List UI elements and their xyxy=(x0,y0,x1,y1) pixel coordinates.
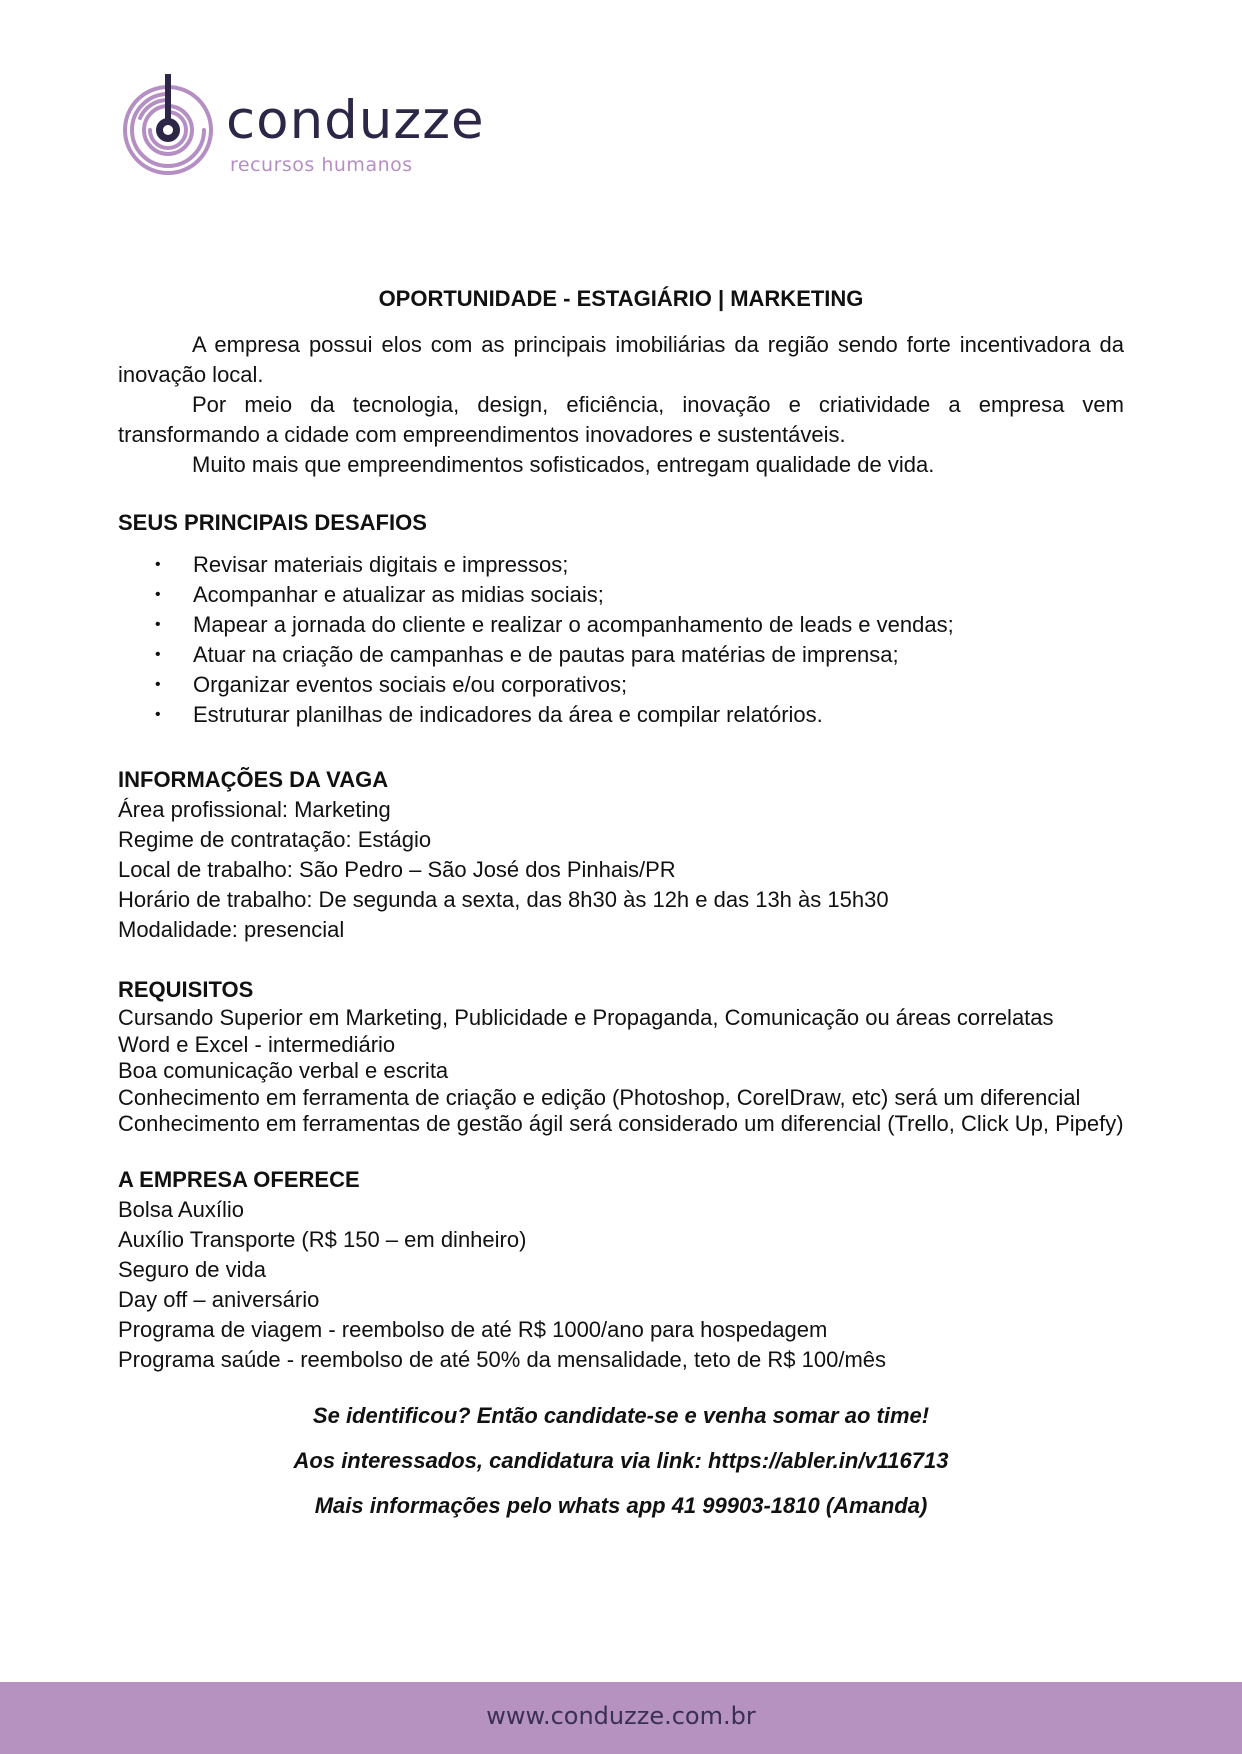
informacoes-list xyxy=(118,795,1124,945)
intro-paragraph: A empresa possui elos com as principais imobiliárias da região sendo forte incentivadora da inovação local. xyxy=(118,332,1124,387)
list-item-text: Acompanhar e atualizar as midias sociais; xyxy=(193,582,604,607)
benefit-line: Seguro de vida xyxy=(118,1256,266,1282)
brand-tagline: recursos humanos xyxy=(230,154,413,176)
job-posting xyxy=(118,284,1124,1536)
page-title: OPORTUNIDADE - ESTAGIÁRIO | MARKETING xyxy=(378,286,864,311)
list-item-text: Revisar materiais digitais e impressos; xyxy=(193,552,569,577)
company-logo xyxy=(120,74,520,184)
requisitos-list xyxy=(118,1005,1124,1138)
intro-paragraph: Muito mais que empreendimentos sofisticados, entregam qualidade de vida. xyxy=(192,452,935,477)
list-item-text: Estruturar planilhas de indicadores da área e compilar relatórios. xyxy=(193,702,823,727)
requirement-line: Boa comunicação verbal e escrita xyxy=(118,1058,449,1083)
oferece-list xyxy=(118,1195,1124,1375)
oferece-heading: A EMPRESA OFERECE xyxy=(118,1166,360,1192)
bullet-icon: • xyxy=(155,556,161,573)
desafios-heading: SEUS PRINCIPAIS DESAFIOS xyxy=(118,510,427,535)
info-line: Regime de contratação: Estágio xyxy=(118,827,432,852)
bullet-icon: • xyxy=(155,616,161,633)
closing-callout: Se identificou? Então candidate-se e venha somar ao time! xyxy=(312,1402,930,1428)
closing-section xyxy=(118,1401,1124,1521)
info-line: Área profissional: Marketing xyxy=(118,797,391,822)
benefit-line: Programa de viagem - reembolso de até R$ 1000/ano para hospedagem xyxy=(118,1316,828,1342)
info-line: Modalidade: presencial xyxy=(118,917,345,942)
requirement-line: Conhecimento em ferramenta de criação e edição (Photoshop, CorelDraw, etc) será um diferencial xyxy=(118,1084,1081,1110)
info-line: Horário de trabalho: De segunda a sexta, das 8h30 às 12h e das 13h às 15h30 xyxy=(118,887,889,912)
list-item-text: Organizar eventos sociais e/ou corporativos; xyxy=(193,672,628,697)
benefit-line: Day off – aniversário xyxy=(118,1286,320,1312)
list-item xyxy=(118,700,1124,730)
list-item xyxy=(118,550,1124,580)
info-line: Local de trabalho: São Pedro – São José dos Pinhais/PR xyxy=(118,857,676,882)
requirement-line: Word e Excel - intermediário xyxy=(118,1031,396,1057)
labyrinth-logo-icon xyxy=(120,74,220,184)
requisitos-heading: REQUISITOS xyxy=(118,977,254,1002)
bullet-icon: • xyxy=(155,586,161,603)
list-item xyxy=(118,610,1124,640)
informacoes-heading: INFORMAÇÕES DA VAGA xyxy=(118,767,389,792)
footer-website: www.conduzze.com.br xyxy=(486,1702,756,1730)
list-item xyxy=(118,580,1124,610)
requirement-line: Cursando Superior em Marketing, Publicidade e Propaganda, Comunicação ou áreas correlatas xyxy=(118,1005,1054,1030)
footer-bar xyxy=(0,1682,1242,1754)
list-item xyxy=(118,670,1124,700)
list-item xyxy=(118,640,1124,670)
brand-name: conduzze xyxy=(226,90,485,151)
list-item-text: Mapear a jornada do cliente e realizar o acompanhamento de leads e vendas; xyxy=(193,612,954,637)
desafios-list xyxy=(118,550,1124,730)
list-item-text: Atuar na criação de campanhas e de pautas para matérias de imprensa; xyxy=(193,642,899,667)
intro-section xyxy=(118,330,1124,480)
benefit-line: Bolsa Auxílio xyxy=(118,1196,244,1222)
bullet-icon: • xyxy=(155,676,161,693)
contact-line: Mais informações pelo whats app 41 99903-1810 (Amanda) xyxy=(314,1492,928,1518)
application-link-line: Aos interessados, candidatura via link: https://abler.in/v116713 xyxy=(293,1447,949,1473)
benefit-line: Auxílio Transporte (R$ 150 – em dinheiro) xyxy=(118,1226,527,1252)
requirement-line: Conhecimento em ferramentas de gestão ágil será considerado um diferencial (Trello, Click Up, Pipefy) xyxy=(118,1111,1124,1136)
bullet-icon: • xyxy=(155,706,161,723)
intro-paragraph: Por meio da tecnologia, design, eficiência, inovação e criatividade a empresa vem transformando a cidade com empreendimentos inovadores e sustentáveis. xyxy=(118,392,1124,447)
benefit-line: Programa saúde - reembolso de até 50% da mensalidade, teto de R$ 100/mês xyxy=(118,1346,887,1372)
bullet-icon: • xyxy=(155,646,161,663)
